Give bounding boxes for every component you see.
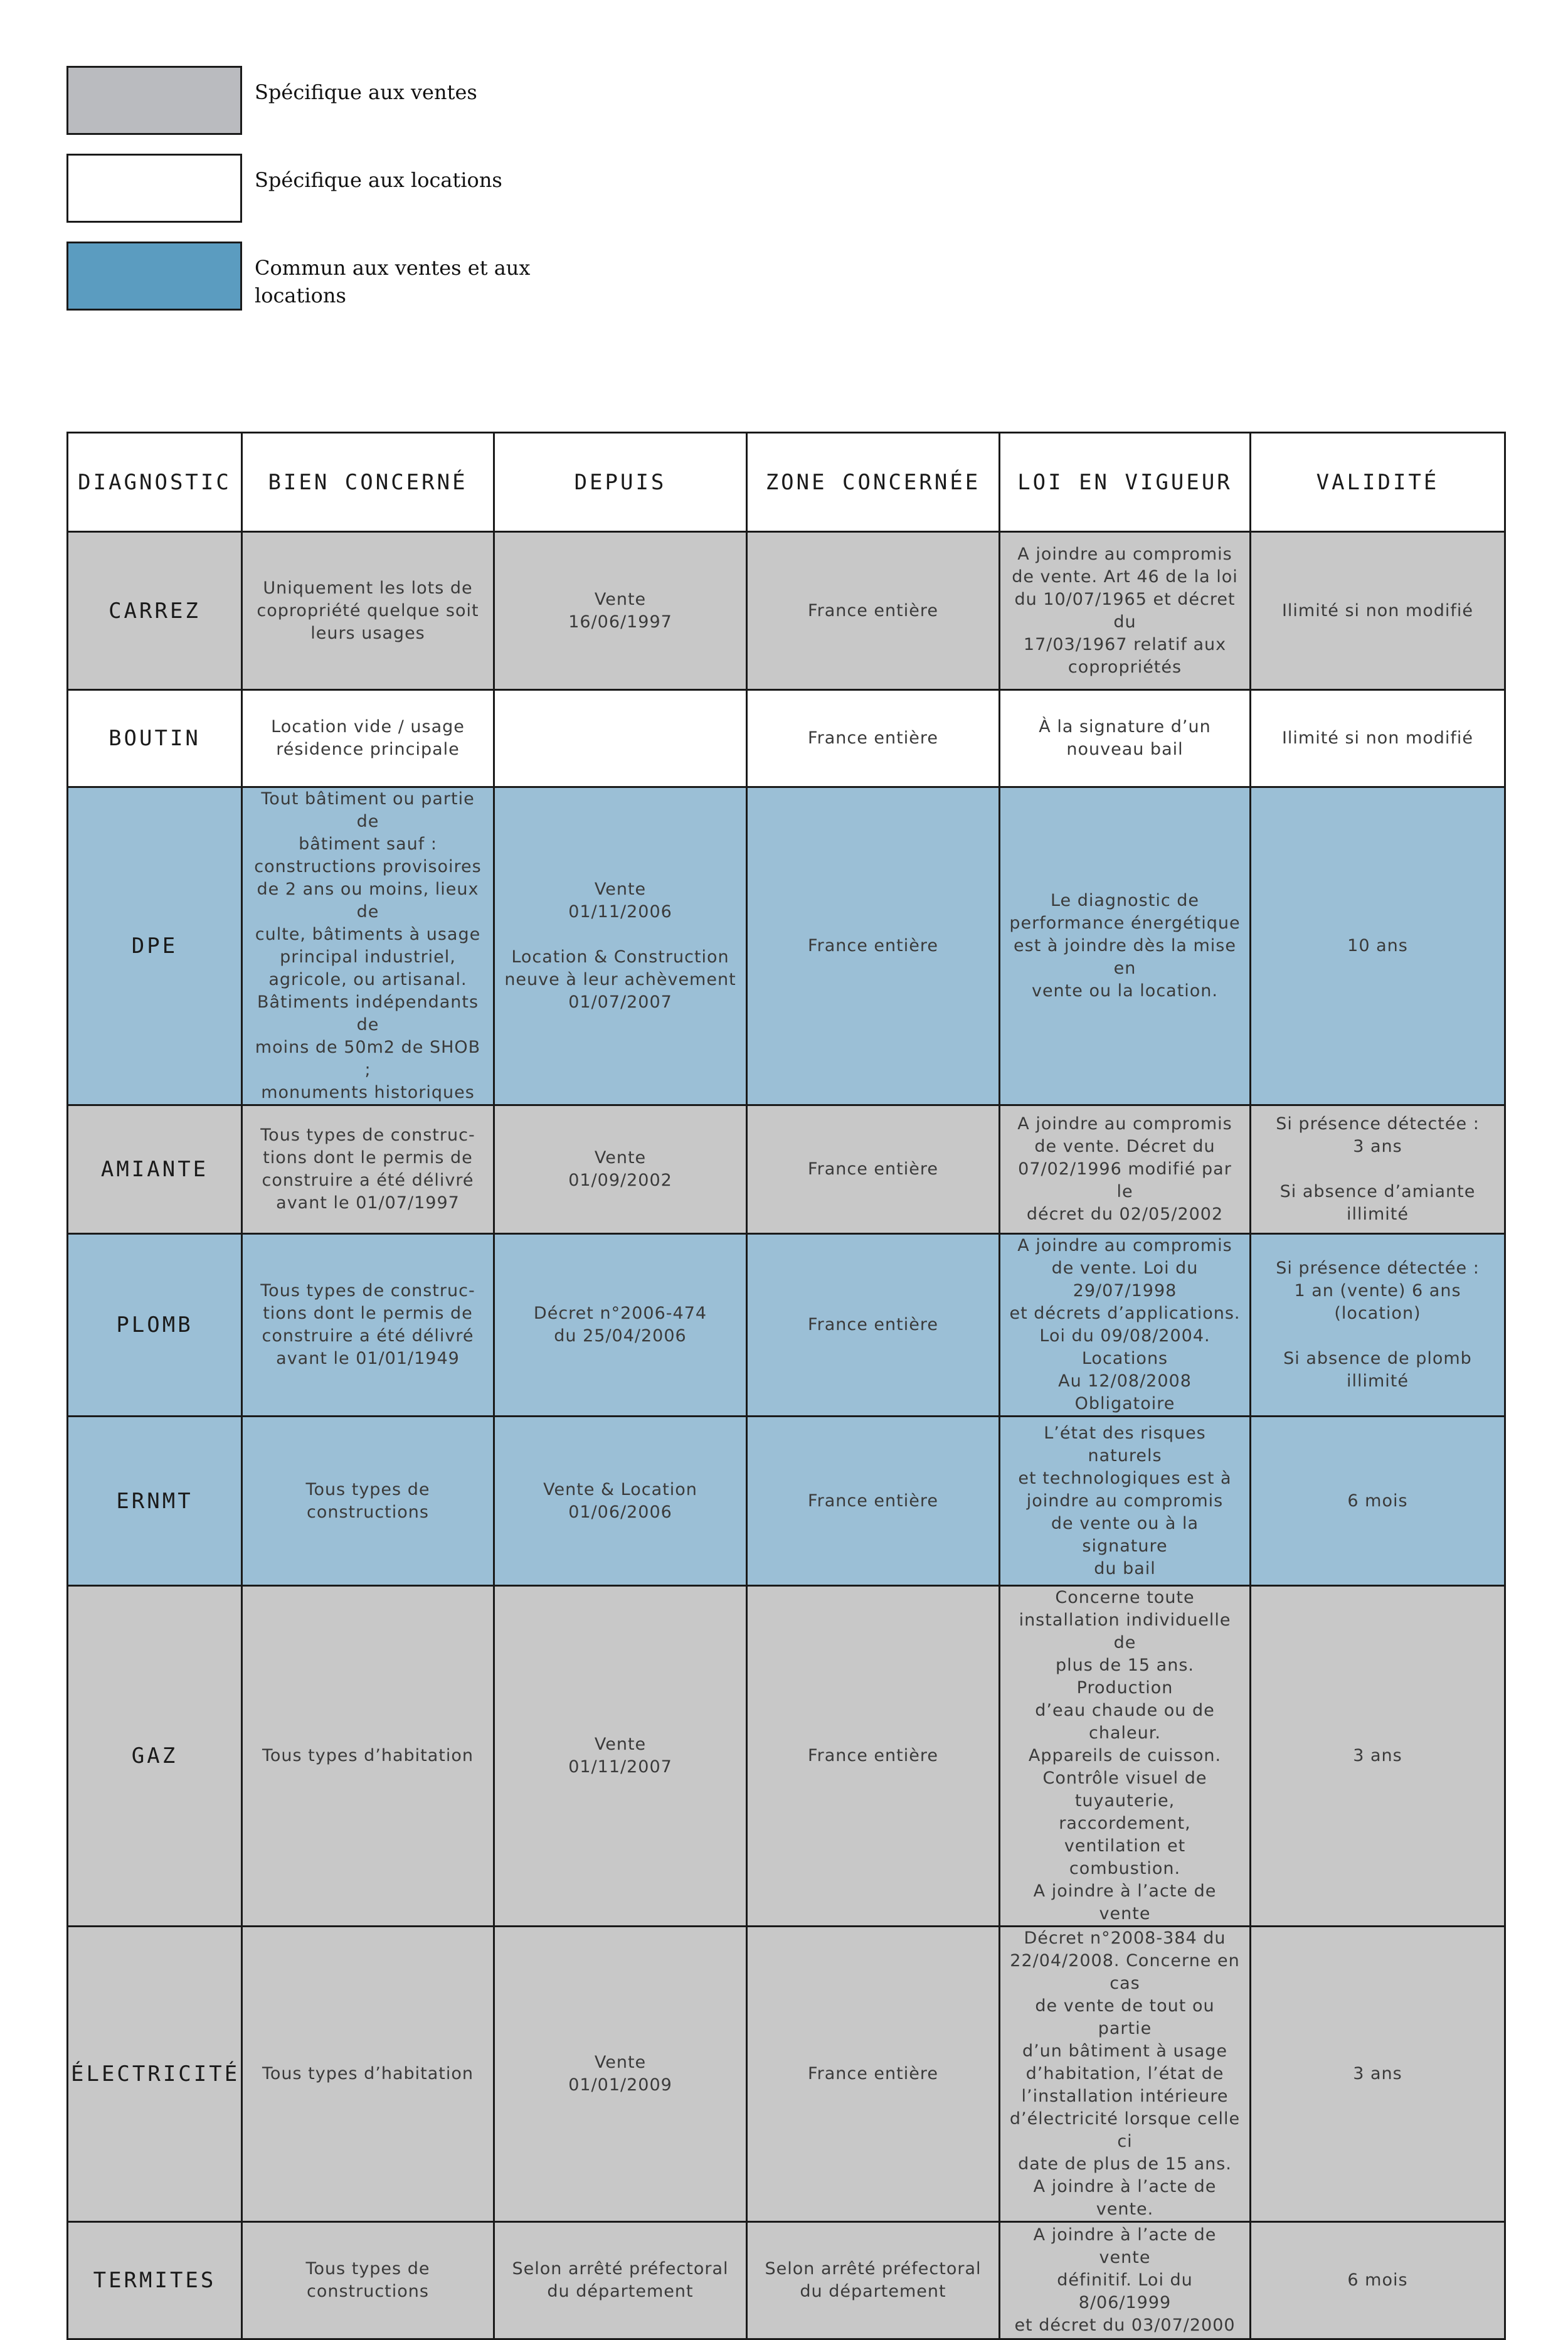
cell-bien-concerne bbox=[242, 690, 494, 787]
cell-depuis bbox=[494, 1417, 747, 1586]
cell-validite bbox=[1251, 1234, 1505, 1417]
legend-swatch-commun bbox=[66, 242, 242, 311]
bien-concerne-text: Tout bâtiment ou partie de bâtiment sauf : constructions provisoires de 2 ans ou moins, lieux de culte, bâtiments à usage principal industriel, agricole, ou artisanal. Bâtiments indépendants de moins de 50m2 de SHOB ; monuments historiques bbox=[254, 789, 482, 1102]
table-row bbox=[68, 690, 1505, 787]
bien-concerne-text: Tous types de construc- tions dont le permis de construire a été délivré avant le 01/01/1949 bbox=[260, 1281, 475, 1368]
cell-bien-concerne bbox=[242, 1417, 494, 1586]
cell-zone-concernee bbox=[747, 2222, 1000, 2339]
validite-text: Ilimité si non modifié bbox=[1281, 728, 1474, 748]
bien-concerne-text: Location vide / usage résidence principale bbox=[271, 717, 465, 759]
header-diagnostic: DIAGNOSTIC bbox=[68, 433, 242, 532]
loi-en-vigueur-text: À la signature d’un nouveau bail bbox=[1039, 717, 1211, 759]
validite-text: 6 mois bbox=[1347, 2270, 1408, 2290]
zone-concernee-text: France entière bbox=[808, 2064, 938, 2083]
diagnostics-table bbox=[66, 432, 1506, 2340]
table-row bbox=[68, 1105, 1505, 1234]
header-loi-en-vigueur: LOI EN VIGUEUR bbox=[1000, 433, 1251, 532]
loi-en-vigueur-text: Concerne toute installation individuelle de plus de 15 ans. Production d’eau chaude ou de chaleur. Appareils de cuisson. Contrôle visuel de tuyauterie, raccordement, ventilation et combustion. A joindre à l’acte de vente bbox=[1019, 1588, 1231, 1923]
table-row bbox=[68, 2222, 1505, 2339]
validite-text: Si présence détectée : 3 ans Si absence d’amiante illimité bbox=[1276, 1114, 1480, 1224]
cell-diagnostic-name bbox=[68, 2222, 242, 2339]
cell-loi-en-vigueur bbox=[1000, 1927, 1251, 2222]
cell-loi-en-vigueur bbox=[1000, 690, 1251, 787]
diagnostic-name-text: DPE bbox=[131, 933, 178, 959]
zone-concernee-text: France entière bbox=[808, 600, 938, 620]
cell-bien-concerne bbox=[242, 787, 494, 1105]
legend-swatch-location bbox=[66, 154, 242, 223]
bien-concerne-text: Tous types de constructions bbox=[305, 1479, 430, 1522]
cell-loi-en-vigueur bbox=[1000, 1586, 1251, 1927]
depuis-text: Vente 01/09/2002 bbox=[568, 1148, 672, 1190]
cell-loi-en-vigueur bbox=[1000, 2222, 1251, 2339]
cell-loi-en-vigueur bbox=[1000, 1417, 1251, 1586]
table-row bbox=[68, 1927, 1505, 2222]
table-header-row bbox=[68, 433, 1505, 532]
cell-bien-concerne bbox=[242, 2222, 494, 2339]
cell-diagnostic-name bbox=[68, 1927, 242, 2222]
cell-depuis bbox=[494, 1927, 747, 2222]
cell-zone-concernee bbox=[747, 690, 1000, 787]
legend-label-commun: Commun aux ventes et aux locations bbox=[255, 256, 531, 307]
bien-concerne-text: Tous types d’habitation bbox=[262, 2064, 474, 2083]
cell-loi-en-vigueur bbox=[1000, 1234, 1251, 1417]
cell-diagnostic-name bbox=[68, 1586, 242, 1927]
diagnostic-name-text: GAZ bbox=[131, 1743, 178, 1768]
cell-bien-concerne bbox=[242, 1234, 494, 1417]
zone-concernee-text: France entière bbox=[808, 936, 938, 955]
cell-loi-en-vigueur bbox=[1000, 787, 1251, 1105]
legend-label-vente: Spécifique aux ventes bbox=[255, 80, 477, 104]
depuis-text: Vente & Location 01/06/2006 bbox=[543, 1479, 697, 1522]
zone-concernee-text: France entière bbox=[808, 728, 938, 748]
diagnostic-name-text: ERNMT bbox=[116, 1488, 193, 1514]
cell-depuis bbox=[494, 2222, 747, 2339]
cell-validite bbox=[1251, 2222, 1505, 2339]
loi-en-vigueur-text: A joindre au compromis de vente. Décret du 07/02/1996 modifié par le décret du 02/05/2002 bbox=[1017, 1114, 1232, 1224]
cell-depuis bbox=[494, 690, 747, 787]
zone-concernee-text: France entière bbox=[808, 1491, 938, 1511]
header-validite: VALIDITÉ bbox=[1251, 433, 1505, 532]
loi-en-vigueur-text: A joindre à l’acte de vente définitif. Loi du 8/06/1999 et décret du 03/07/2000 bbox=[1014, 2225, 1236, 2335]
cell-depuis bbox=[494, 1105, 747, 1234]
cell-bien-concerne bbox=[242, 532, 494, 690]
cell-diagnostic-name bbox=[68, 1234, 242, 1417]
depuis-text: Vente 01/11/2007 bbox=[568, 1735, 672, 1777]
validite-text: Si présence détectée : 1 an (vente) 6 ans (location) Si absence de plomb illimité bbox=[1276, 1258, 1480, 1391]
cell-zone-concernee bbox=[747, 1927, 1000, 2222]
legend-swatch-vente bbox=[66, 66, 242, 135]
cell-bien-concerne bbox=[242, 1927, 494, 2222]
cell-depuis bbox=[494, 532, 747, 690]
diagnostic-name-text: CARREZ bbox=[109, 598, 201, 624]
loi-en-vigueur-text: A joindre au compromis de vente. Art 46 de la loi du 10/07/1965 et décret du 17/03/1967 relatif aux copropriétés bbox=[1012, 544, 1238, 677]
cell-validite bbox=[1251, 787, 1505, 1105]
validite-text: Ilimité si non modifié bbox=[1281, 600, 1474, 620]
cell-diagnostic-name bbox=[68, 690, 242, 787]
cell-zone-concernee bbox=[747, 1105, 1000, 1234]
bien-concerne-text: Uniquement les lots de copropriété quelque soit leurs usages bbox=[257, 578, 479, 643]
table-body bbox=[68, 532, 1505, 2339]
zone-concernee-text: France entière bbox=[808, 1159, 938, 1179]
cell-diagnostic-name bbox=[68, 1417, 242, 1586]
zone-concernee-text: France entière bbox=[808, 1315, 938, 1334]
cell-validite bbox=[1251, 532, 1505, 690]
depuis-text: Vente 01/11/2006 Location & Construction neuve à leur achèvement 01/07/2007 bbox=[504, 880, 736, 1012]
cell-loi-en-vigueur bbox=[1000, 532, 1251, 690]
validite-text: 6 mois bbox=[1347, 1491, 1408, 1511]
diagnostic-name-text: TERMITES bbox=[93, 2268, 216, 2293]
table-row bbox=[68, 1586, 1505, 1927]
cell-depuis bbox=[494, 1586, 747, 1927]
bien-concerne-text: Tous types d’habitation bbox=[262, 1746, 474, 1765]
cell-bien-concerne bbox=[242, 1586, 494, 1927]
cell-depuis bbox=[494, 787, 747, 1105]
loi-en-vigueur-text: Le diagnostic de performance énergétique est à joindre dès la mise en vente ou la location. bbox=[1009, 891, 1241, 1001]
diagnostic-name-text: AMIANTE bbox=[100, 1157, 209, 1182]
header-bien-concerne: BIEN CONCERNÉ bbox=[242, 433, 494, 532]
validite-text: 3 ans bbox=[1353, 1746, 1402, 1765]
cell-bien-concerne bbox=[242, 1105, 494, 1234]
diagnostic-name-text: BOUTIN bbox=[109, 726, 201, 751]
legend-label-location: Spécifique aux locations bbox=[255, 168, 502, 192]
cell-loi-en-vigueur bbox=[1000, 1105, 1251, 1234]
zone-concernee-text: France entière bbox=[808, 1746, 938, 1765]
cell-diagnostic-name bbox=[68, 787, 242, 1105]
cell-zone-concernee bbox=[747, 532, 1000, 690]
cell-validite bbox=[1251, 690, 1505, 787]
table-row bbox=[68, 787, 1505, 1105]
bien-concerne-text: Tous types de constructions bbox=[305, 2259, 430, 2301]
cell-diagnostic-name bbox=[68, 532, 242, 690]
loi-en-vigueur-text: L’état des risques naturels et technologiques est à joindre au compromis de vente ou à la signature du bail bbox=[1018, 1423, 1232, 1578]
table-row bbox=[68, 532, 1505, 690]
cell-zone-concernee bbox=[747, 1417, 1000, 1586]
table-row bbox=[68, 1417, 1505, 1586]
cell-zone-concernee bbox=[747, 787, 1000, 1105]
zone-concernee-text: Selon arrêté préfectoral du département bbox=[765, 2259, 982, 2301]
cell-validite bbox=[1251, 1417, 1505, 1586]
loi-en-vigueur-text: Décret n°2008-384 du 22/04/2008. Concerne en cas de vente de tout ou partie d’un bâtiment à usage d’habitation, l’état de l’installation intérieure d’électricité lorsque celle ci date de plus de 15 ans. A joindre à l’acte de vente. bbox=[1009, 1928, 1241, 2219]
diagnostic-name-text: ÉLECTRICITÉ bbox=[71, 2061, 240, 2087]
cell-depuis bbox=[494, 1234, 747, 1417]
cell-zone-concernee bbox=[747, 1234, 1000, 1417]
loi-en-vigueur-text: A joindre au compromis de vente. Loi du 29/07/1998 et décrets d’applications. Loi du 09/08/2004. Locations Au 12/08/2008 Obligatoire bbox=[1009, 1236, 1241, 1413]
cell-validite bbox=[1251, 1105, 1505, 1234]
depuis-text: Vente 16/06/1997 bbox=[568, 589, 672, 632]
bien-concerne-text: Tous types de construc- tions dont le permis de construire a été délivré avant le 01/07/1997 bbox=[260, 1125, 475, 1213]
depuis-text: Selon arrêté préfectoral du département bbox=[512, 2259, 729, 2301]
table-row bbox=[68, 1234, 1505, 1417]
depuis-text: Décret n°2006-474 du 25/04/2006 bbox=[533, 1304, 707, 1346]
validite-text: 10 ans bbox=[1347, 936, 1408, 955]
validite-text: 3 ans bbox=[1353, 2064, 1402, 2083]
cell-validite bbox=[1251, 1586, 1505, 1927]
diagnostic-name-text: PLOMB bbox=[116, 1312, 193, 1338]
cell-validite bbox=[1251, 1927, 1505, 2222]
cell-zone-concernee bbox=[747, 1586, 1000, 1927]
header-zone-concernee: ZONE CONCERNÉE bbox=[747, 433, 1000, 532]
cell-diagnostic-name bbox=[68, 1105, 242, 1234]
depuis-text: Vente 01/01/2009 bbox=[568, 2053, 672, 2095]
header-depuis: DEPUIS bbox=[494, 433, 747, 532]
